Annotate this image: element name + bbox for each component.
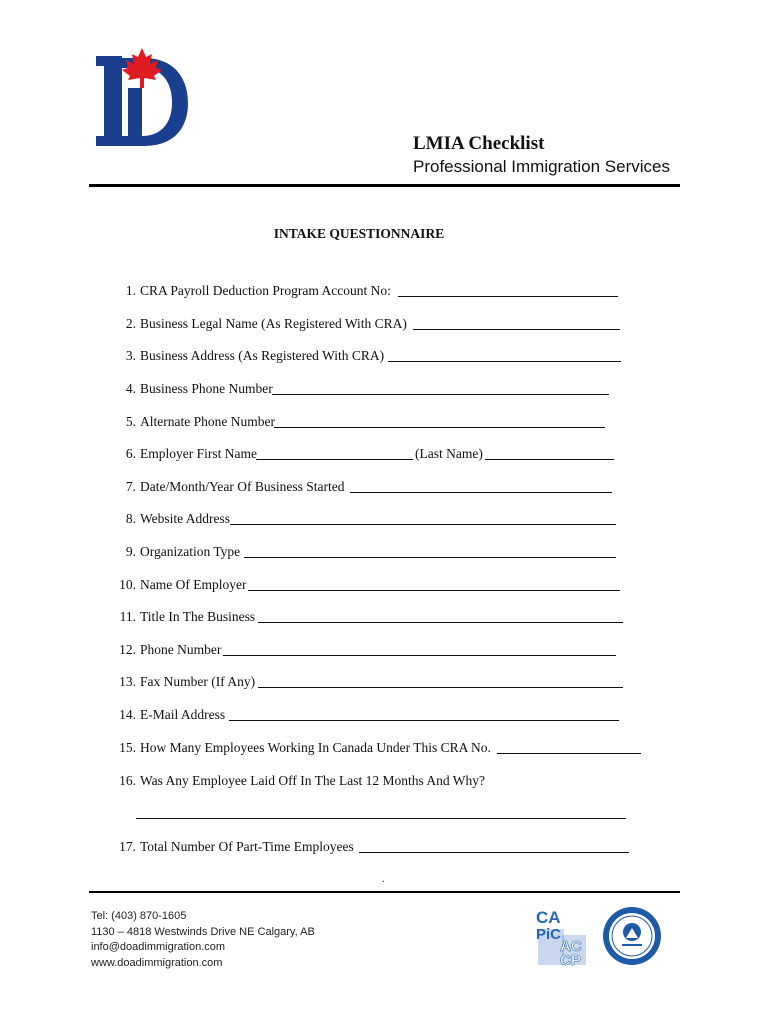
seal-badge-icon <box>602 906 662 966</box>
answer-field[interactable] <box>359 852 629 853</box>
footer-divider <box>89 891 680 893</box>
answer-field[interactable] <box>398 296 618 297</box>
capic-text-4: CP <box>560 952 581 967</box>
question-text: Business Address (As Registered With CRA) <box>140 348 385 363</box>
question-item <box>110 348 384 364</box>
answer-field[interactable] <box>230 524 616 525</box>
question-item <box>110 381 273 397</box>
question-item <box>110 839 354 855</box>
answer-field[interactable] <box>136 818 626 819</box>
question-item <box>110 740 491 756</box>
question-item <box>110 674 255 690</box>
stray-dot: . <box>382 874 385 885</box>
question-text: Business Phone Number <box>140 381 273 396</box>
last-name-field[interactable] <box>485 459 614 460</box>
question-number: 6. <box>125 446 136 461</box>
question-item <box>110 511 230 527</box>
address-text: 1130 – 4818 Westwinds Drive NE Calgary, AB <box>91 925 315 938</box>
answer-field[interactable] <box>274 427 605 428</box>
answer-field[interactable] <box>272 394 609 395</box>
answer-field[interactable] <box>248 590 620 591</box>
question-text: CRA Payroll Deduction Program Account No: <box>140 283 391 298</box>
question-number: 4. <box>125 381 136 396</box>
contact-info <box>91 909 315 971</box>
question-text: Organization Type <box>140 544 241 559</box>
question-number: 2. <box>125 316 136 331</box>
question-text: Name Of Employer <box>140 577 247 592</box>
question-number: 10. <box>119 577 136 592</box>
question-text: Was Any Employee Laid Off In The Last 12 Months And Why? <box>140 773 485 788</box>
question-text: Fax Number (If Any) <box>140 674 256 689</box>
answer-field[interactable] <box>258 687 623 688</box>
answer-field[interactable] <box>388 361 621 362</box>
question-text: Employer First Name <box>140 446 257 461</box>
question-item <box>110 446 257 462</box>
document-title: LMIA Checklist <box>413 133 545 154</box>
first-name-field[interactable] <box>256 459 413 460</box>
question-text: Business Legal Name (As Registered With CRA) <box>140 316 407 331</box>
question-item <box>110 283 391 299</box>
question-number: 17. <box>119 839 136 854</box>
answer-field[interactable] <box>497 753 641 754</box>
answer-field[interactable] <box>413 329 620 330</box>
question-text: Alternate Phone Number <box>140 414 275 429</box>
question-item <box>110 707 225 723</box>
document-subtitle: Professional Immigration Services <box>413 157 670 176</box>
question-number: 7. <box>125 479 136 494</box>
question-item <box>110 642 221 658</box>
answer-field[interactable] <box>244 557 616 558</box>
phone-text: Tel: (403) 870-1605 <box>91 910 187 922</box>
capic-text-2: PiC <box>536 926 562 943</box>
question-number: 13. <box>119 674 136 689</box>
question-number: 11. <box>119 609 136 624</box>
answer-field[interactable] <box>258 622 623 623</box>
capic-text-3: AC <box>560 938 582 955</box>
question-number: 5. <box>125 414 136 429</box>
questionnaire-heading: INTAKE QUESTIONNAIRE <box>273 226 445 241</box>
email-link[interactable]: info@doadimmigration.com <box>91 941 226 953</box>
capic-logo <box>532 907 590 967</box>
maple-leaf-icon <box>122 48 162 88</box>
question-number: 16. <box>119 773 136 788</box>
logo-left-bar <box>96 56 122 146</box>
question-number: 15. <box>119 740 136 755</box>
question-text: Date/Month/Year Of Business Started <box>140 479 345 494</box>
question-item <box>110 609 255 625</box>
question-item <box>110 544 240 560</box>
question-item <box>110 414 275 430</box>
question-number: 1. <box>125 283 136 298</box>
question-number: 14. <box>119 707 136 722</box>
question-number: 8. <box>125 511 136 526</box>
company-logo <box>92 48 192 148</box>
header-title-block <box>413 132 670 178</box>
question-number: 3. <box>125 348 136 363</box>
capic-text-1: CA <box>536 908 561 927</box>
question-text: (Last Name) <box>415 446 483 461</box>
question-item <box>110 577 246 593</box>
question-item <box>110 773 485 789</box>
last-name-label <box>415 446 483 462</box>
question-text: Website Address <box>140 511 231 526</box>
question-text: Total Number Of Part-Time Employees <box>140 839 354 854</box>
question-item <box>110 316 407 332</box>
header-divider <box>89 184 680 187</box>
question-number: 12. <box>119 642 136 657</box>
question-text: Phone Number <box>140 642 222 657</box>
answer-field[interactable] <box>350 492 612 493</box>
answer-field[interactable] <box>223 655 616 656</box>
question-text: Title In The Business <box>140 609 256 624</box>
question-number: 9. <box>125 544 136 559</box>
question-item <box>110 479 344 495</box>
question-text: E-Mail Address <box>140 707 226 722</box>
website-link[interactable]: www.doadimmigration.com <box>91 956 223 969</box>
question-text: How Many Employees Working In Canada Under This CRA No. <box>140 740 491 755</box>
answer-field[interactable] <box>229 720 619 721</box>
